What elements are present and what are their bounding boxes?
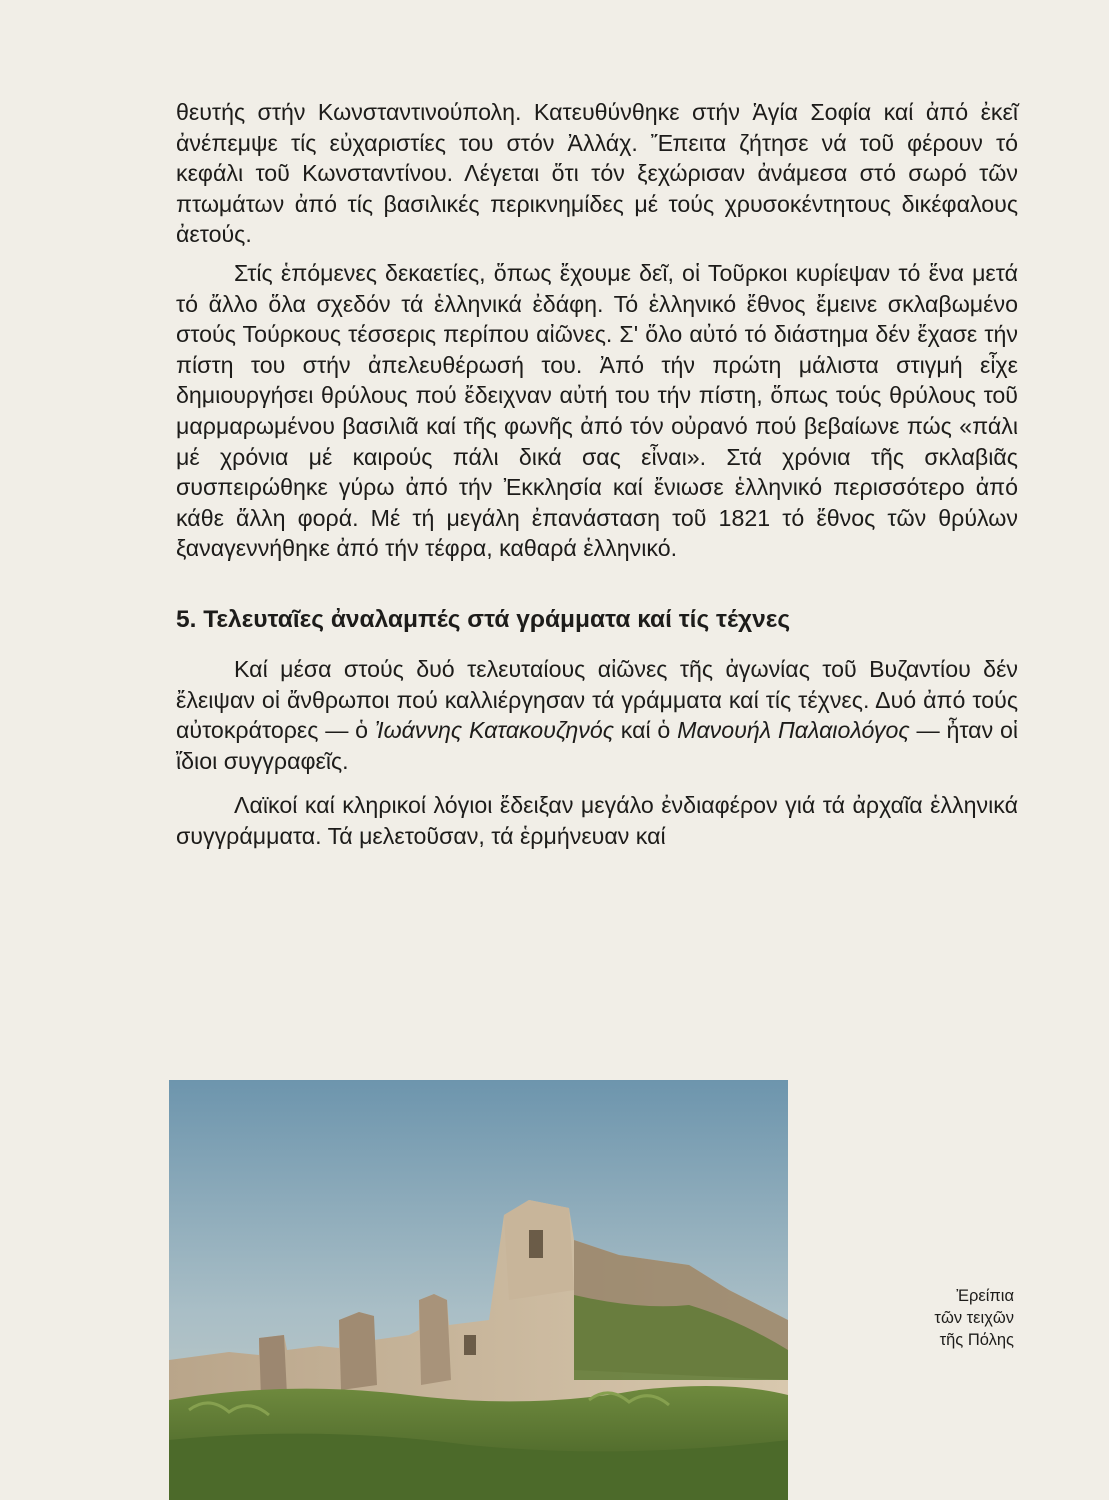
city-walls-photo: [169, 1080, 788, 1500]
paragraph-3: [176, 654, 1018, 776]
main-text: [176, 97, 1018, 851]
paragraph-1: θευτής στήν Κωνσταντινούπολη. Κατευθύνθηκε στήν Ἁγία Σοφία καί ἀπό ἐκεῖ ἀνέπεμψε τίς εὐχαριστίες του στόν Ἀλλάχ. Ἔπειτα ζήτησε νά τοῦ φέρουν τό κεφάλι τοῦ Κωνσταντίνου. Λέγεται ὅτι τόν ξεχώρισαν ἀνάμεσα στό σωρό τῶν πτωμάτων ἀπό τίς βασιλικές περικνημίδες μέ τούς χρυσοκέντητους δικέφαλους ἀετούς.: [176, 99, 1018, 248]
emperor-name-2: Μανουήλ Παλαιολόγος: [677, 717, 910, 744]
paragraph-3-start: Καί μέσα στούς δυό τελευταίους αἰῶνες τῆς ἀγωνίας τοῦ Βυζαντίου δέν ἔλειψαν οἱ ἄνθρωποι πού καλλιέργησαν τά γράμματα καί τίς τέχνες. Δυό ἀπό τούς αὐτοκράτορες — ὁ: [176, 655, 1018, 744]
and-text: καί ὁ: [614, 717, 678, 744]
paragraph-3-end: — ἦταν οἱ ἴδιοι συγγραφεῖς.: [176, 717, 1019, 774]
figure-caption: [904, 1285, 1014, 1351]
section-heading: 5. Τελευταῖες ἀναλαμπές στά γράμματα καί τίς τέχνες: [176, 605, 791, 633]
paragraph-4: Λαϊκοί καί κληρικοί λόγιοι ἔδειξαν μεγάλο ἐνδιαφέρον γιά τά ἀρχαῖα ἑλληνικά συγγράμματα. Τά μελετοῦσαν, τά ἑρμήνευαν καί: [176, 792, 1018, 849]
caption-line-3: τῆς Πόλης: [939, 1331, 1014, 1349]
walls-ruins-illustration: [169, 1080, 788, 1500]
caption-line-2: τῶν τειχῶν: [934, 1309, 1014, 1327]
emperor-name-1: Ἰωάννης Κατακουζηνός: [374, 717, 614, 744]
paragraph-2: Στίς ἑπόμενες δεκαετίες, ὅπως ἔχουμε δεῖ, οἱ Τοῦρκοι κυρίεψαν τό ἕνα μετά τό ἄλλο ὅλα σχεδόν τά ἑλληνικά ἐδάφη. Τό ἑλληνικό ἔθνος ἔμεινε σκλαβωμένο στούς Τούρκους τέσσερις περίπου αἰῶνες. Σ' ὅλο αὐτό τό διάστημα δέν ἔχασε τήν πίστη του στήν ἀπελευθέρωσή του. Ἀπό τήν πρώτη μάλιστα στιγμή εἶχε δημιουργήσει θρύλους πού ἔδειχναν αὐτή του τήν πίστη, ὅπως τούς θρύλους τοῦ μαρμαρωμένου βασιλιᾶ καί τῆς φωνῆς ἀπό τόν οὐρανό πού βεβαίωνε πώς «πάλι μέ χρόνια μέ καιρούς πάλι δικά σας εἶναι». Στά χρόνια τῆς σκλαβιᾶς συσπειρώθηκε γύρω ἀπό τήν Ἐκκλησία καί ἔνιωσε ἑλληνικό περισσότερο ἀπό κάθε ἄλλη φορά. Μέ τή μεγάλη ἐπανάσταση τοῦ 1821 τό ἔθνος τῶν θρύλων ξαναγεννήθηκε ἀπό τήν τέφρα, καθαρά ἑλληνικό.: [176, 259, 1018, 562]
caption-line-1: Ἐρείπια: [956, 1287, 1014, 1305]
